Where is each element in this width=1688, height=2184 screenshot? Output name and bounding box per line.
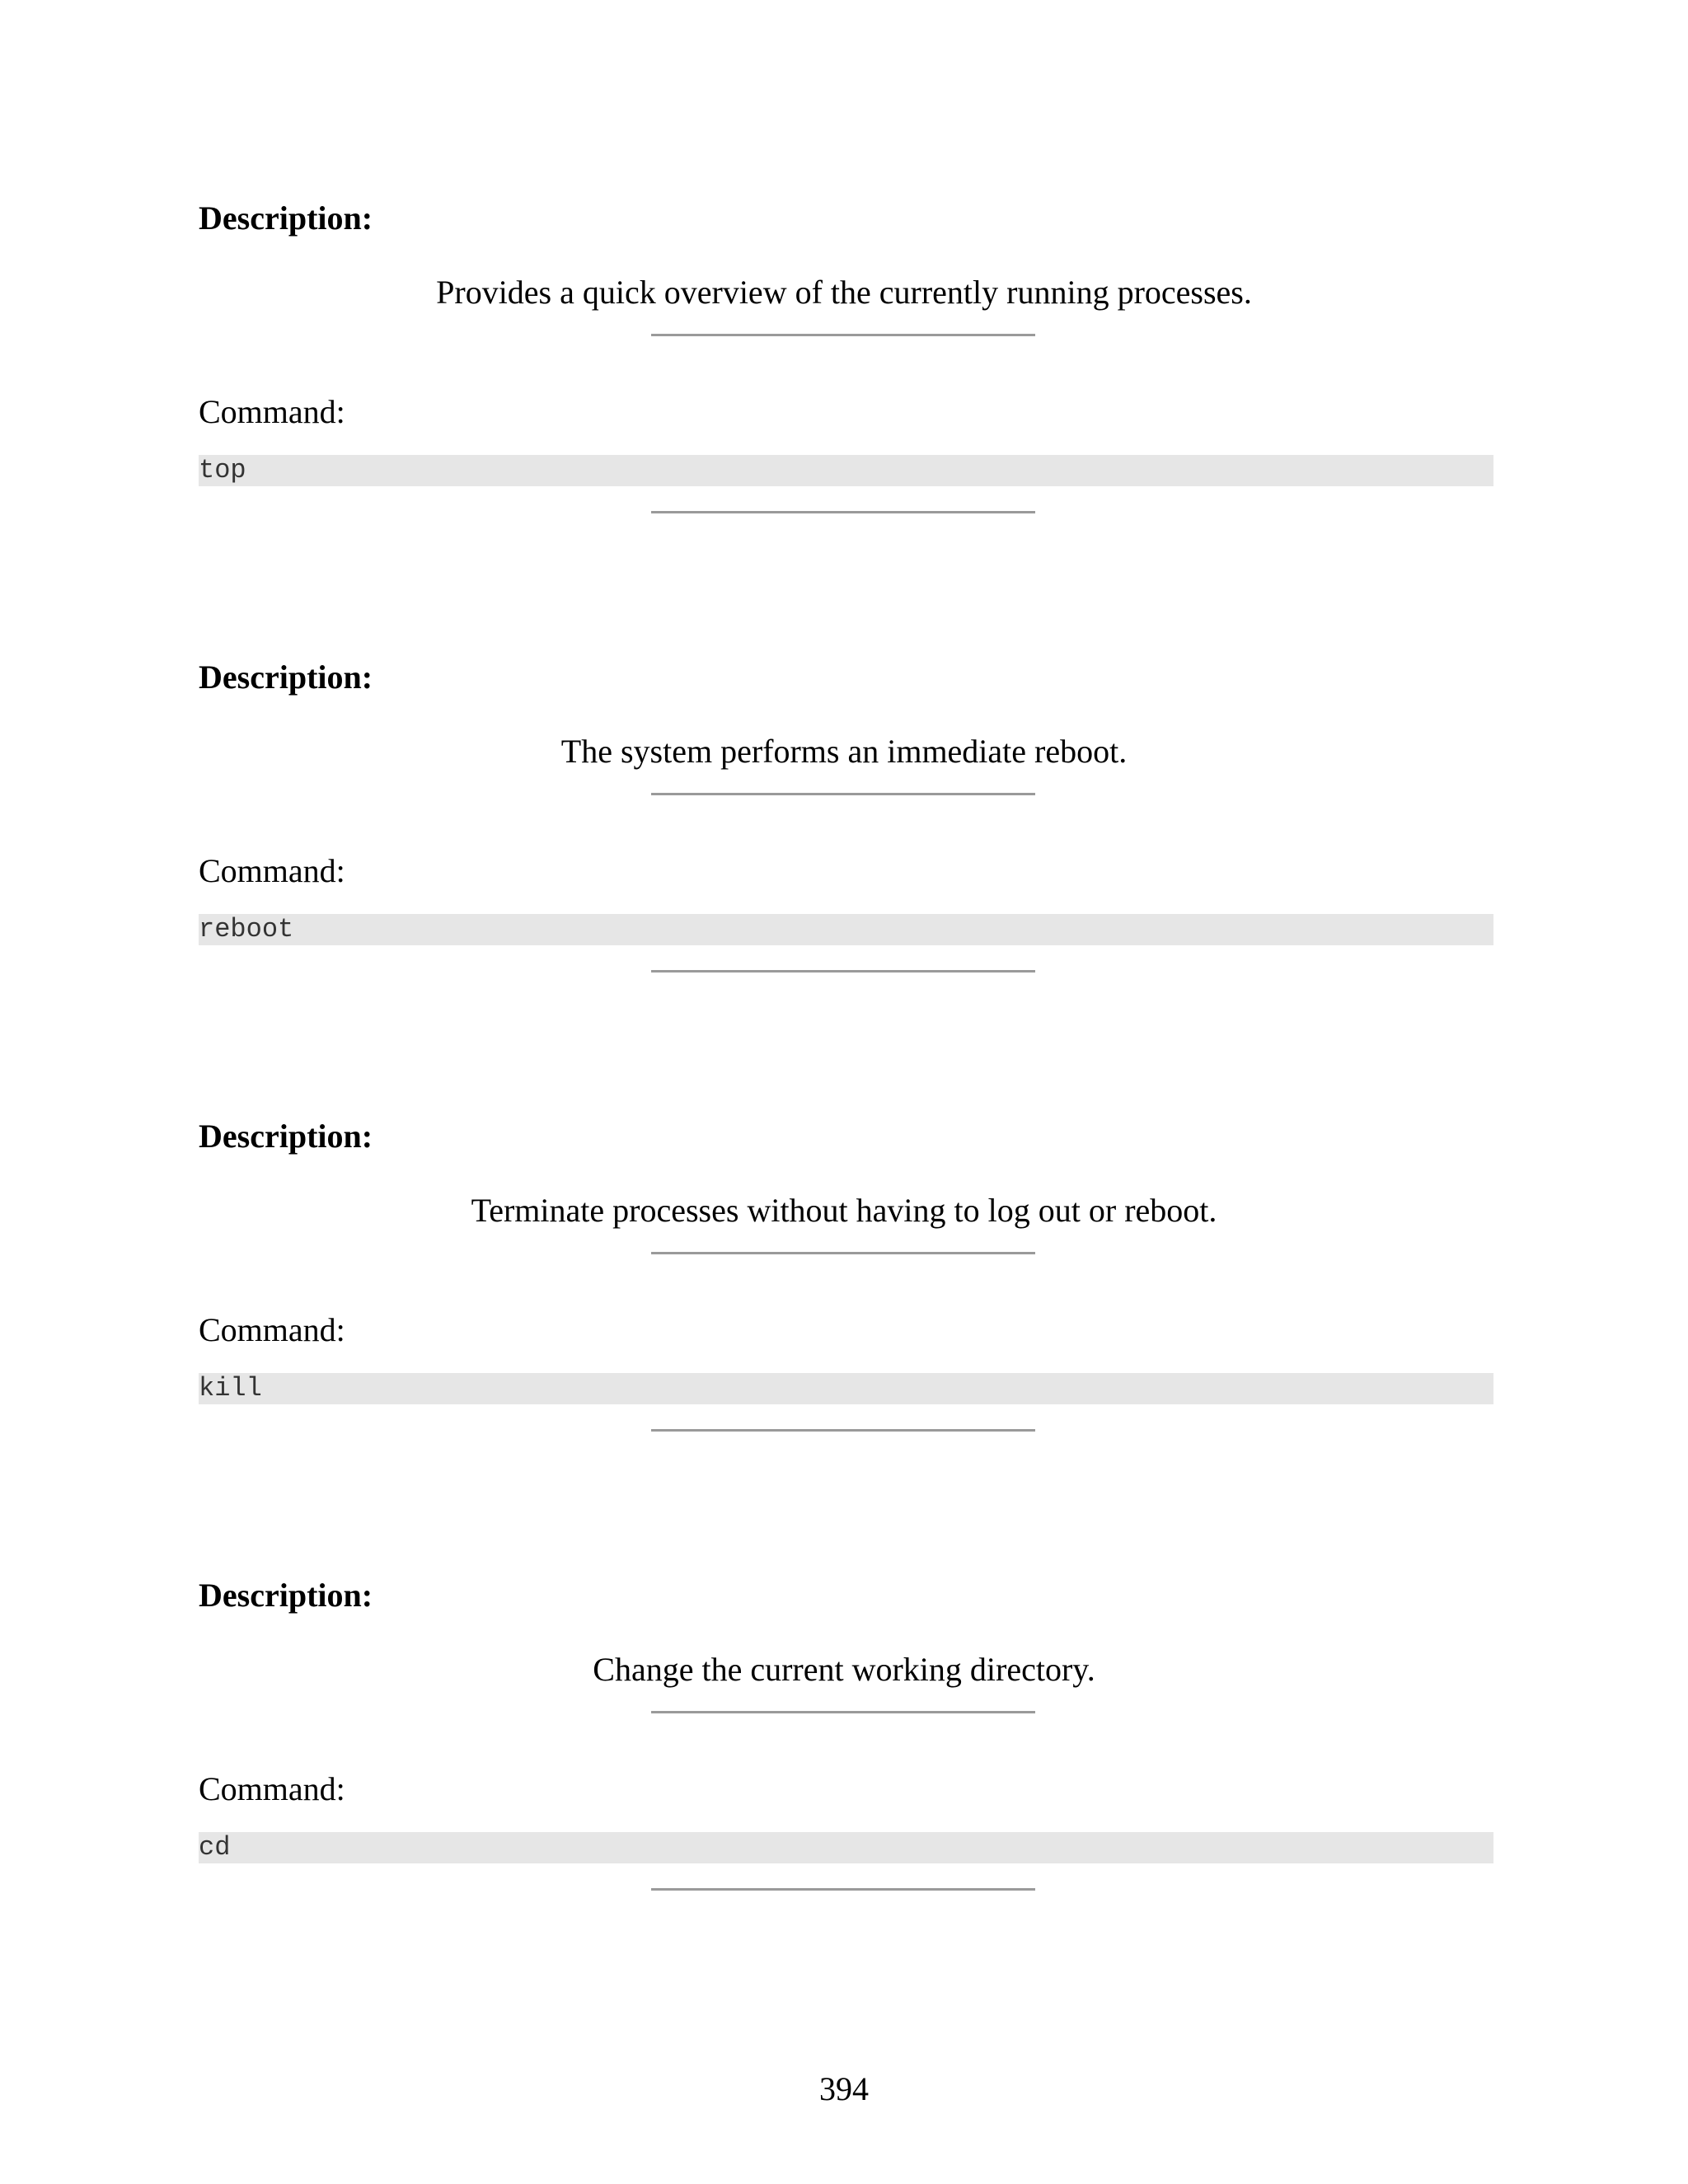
separator-rule — [651, 1429, 1035, 1432]
command-entry — [0, 657, 1688, 1003]
command-label: Command: — [199, 852, 345, 889]
separator-rule — [651, 793, 1035, 795]
command-entry — [0, 1116, 1688, 1462]
description-label: Description: — [199, 1118, 373, 1155]
description-text: The system performs an immediate reboot. — [560, 733, 1128, 770]
description-text: Change the current working directory. — [593, 1651, 1095, 1688]
separator-rule — [651, 511, 1035, 513]
command-code: reboot — [199, 914, 294, 944]
command-entry — [0, 1575, 1688, 1921]
command-code: top — [199, 455, 246, 485]
page-number: 394 — [819, 2070, 869, 2107]
command-code: kill — [199, 1373, 262, 1404]
separator-rule — [651, 970, 1035, 972]
description-label: Description: — [199, 658, 373, 696]
description-text: Terminate processes without having to log out or reboot. — [471, 1192, 1217, 1229]
code-block — [199, 914, 1493, 945]
command-label: Command: — [199, 1311, 345, 1348]
command-code: cd — [199, 1832, 231, 1863]
code-block — [199, 1373, 1493, 1404]
description-text: Provides a quick overview of the currently running processes. — [436, 274, 1252, 311]
command-label: Command: — [199, 393, 345, 430]
command-entry — [0, 198, 1688, 544]
description-label: Description: — [199, 199, 373, 237]
description-label: Description: — [199, 1577, 373, 1614]
code-block — [199, 455, 1493, 486]
separator-rule — [651, 1888, 1035, 1891]
separator-rule — [651, 1711, 1035, 1713]
separator-rule — [651, 334, 1035, 336]
separator-rule — [651, 1252, 1035, 1254]
code-block — [199, 1832, 1493, 1863]
command-label: Command: — [199, 1770, 345, 1807]
